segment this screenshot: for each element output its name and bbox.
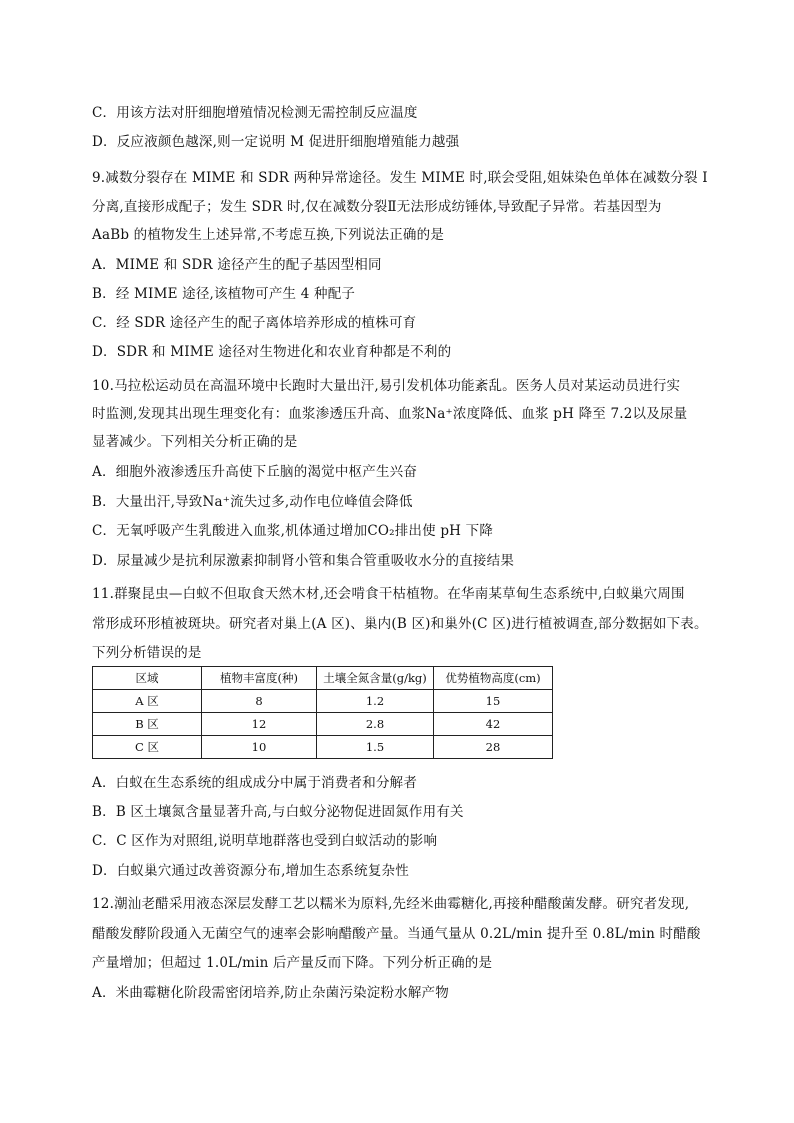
table-cell: A 区 <box>93 690 202 713</box>
q12-stem-2: 醋酸发酵阶段通入无菌空气的速率会影响醋酸产量。当通气量从 0.2L/min 提升至 0.8L/min 时醋酸 <box>92 926 701 942</box>
q11-option-c: C．C 区作为对照组,说明草地群落也受到白蚁活动的影响 <box>92 833 438 849</box>
q11-stem-3: 下列分析错误的是 <box>92 645 202 661</box>
q11-option-a: A．白蚁在生态系统的组成成分中属于消费者和分解者 <box>92 775 418 791</box>
q11-option-b: B．B 区土壤氮含量显著升高,与白蚁分泌物促进固氮作用有关 <box>92 804 464 820</box>
q11-stem-1: 11.群聚昆虫—白蚁不但取食天然木材,还会啃食干枯植物。在华南某草甸生态系统中,白蚁巢穴周围 <box>92 586 685 602</box>
q12-option-a: A．米曲霉糖化阶段需密闭培养,防止杂菌污染淀粉水解产物 <box>92 985 449 1001</box>
table-cell: B 区 <box>93 713 202 736</box>
table-row <box>93 690 553 713</box>
table-cell: 15 <box>434 690 553 713</box>
q11-stem-2: 常形成环形植被斑块。研究者对巢上(A 区)、巢内(B 区)和巢外(C 区)进行植被调查,部分数据如下表。 <box>92 616 708 632</box>
table-cell: 28 <box>434 736 553 759</box>
q10-stem-1: 10.马拉松运动员在高温环境中长跑时大量出汗,易引发机体功能紊乱。医务人员对某运动员进行实 <box>92 378 681 394</box>
q10-stem-3: 显著减少。下列相关分析正确的是 <box>92 434 298 450</box>
table-cell: 2.8 <box>317 713 434 736</box>
table-row <box>93 736 553 759</box>
q10-option-c: C．无氧呼吸产生乳酸进入血浆,机体通过增加CO₂排出使 pH 下降 <box>92 523 494 539</box>
q9-option-a: A．MIME 和 SDR 途径产生的配子基因型相同 <box>92 257 382 273</box>
q9-option-d: D．SDR 和 MIME 途径对生物进化和农业育种都是不利的 <box>92 344 452 360</box>
q11-option-d: D．白蚁巢穴通过改善资源分布,增加生态系统复杂性 <box>92 863 409 879</box>
q8-option-c: C．用该方法对肝细胞增殖情况检测无需控制反应温度 <box>92 105 418 121</box>
q12-stem-1: 12.潮汕老醋采用液态深层发酵工艺以糯米为原料,先经米曲霉糖化,再接种醋酸菌发酵。研究者发现, <box>92 896 690 912</box>
table-cell: 1.5 <box>317 736 434 759</box>
q12-stem-3: 产量增加；但超过 1.0L/min 后产量反而下降。下列分析正确的是 <box>92 955 493 971</box>
q9-stem-1: 9.减数分裂存在 MIME 和 SDR 两种异常途径。发生 MIME 时,联会受阻,姐妹染色单体在减数分裂 I <box>92 170 708 186</box>
q9-option-b: B．经 MIME 途径,该植物可产生 4 种配子 <box>92 286 356 302</box>
q10-option-b: B．大量出汗,导致Na⁺流失过多,动作电位峰值会降低 <box>92 494 413 510</box>
table-header-cell: 土壤全氮含量(g/kg) <box>317 667 434 690</box>
table-header-cell: 区域 <box>93 667 202 690</box>
table-cell: 10 <box>202 736 317 759</box>
vegetation-survey-table <box>92 666 553 759</box>
table-cell: 42 <box>434 713 553 736</box>
q10-option-d: D．尿量减少是抗利尿激素抑制肾小管和集合管重吸收水分的直接结果 <box>92 553 515 569</box>
table-cell: 12 <box>202 713 317 736</box>
table-cell: 1.2 <box>317 690 434 713</box>
table-header-cell: 植物丰富度(种) <box>202 667 317 690</box>
table-header-cell: 优势植物高度(cm) <box>434 667 553 690</box>
table-cell: 8 <box>202 690 317 713</box>
table-header-row <box>93 667 553 690</box>
q9-option-c: C．经 SDR 途径产生的配子离体培养形成的植株可育 <box>92 315 417 331</box>
table-row <box>93 713 553 736</box>
q10-stem-2: 时监测,发现其出现生理变化有：血浆渗透压升高、血浆Na⁺浓度降低、血浆 pH 降至 7.2以及尿量 <box>92 406 688 422</box>
q9-stem-2: 分离,直接形成配子；发生 SDR 时,仅在减数分裂Ⅱ无法形成纺锤体,导致配子异常。若基因型为 <box>92 199 662 215</box>
table-cell: C 区 <box>93 736 202 759</box>
q9-stem-3: AaBb 的植物发生上述异常,不考虑互换,下列说法正确的是 <box>92 227 445 243</box>
q10-option-a: A．细胞外液渗透压升高使下丘脑的渴觉中枢产生兴奋 <box>92 464 418 480</box>
q8-option-d: D．反应液颜色越深,则一定说明 M 促进肝细胞增殖能力越强 <box>92 134 460 150</box>
